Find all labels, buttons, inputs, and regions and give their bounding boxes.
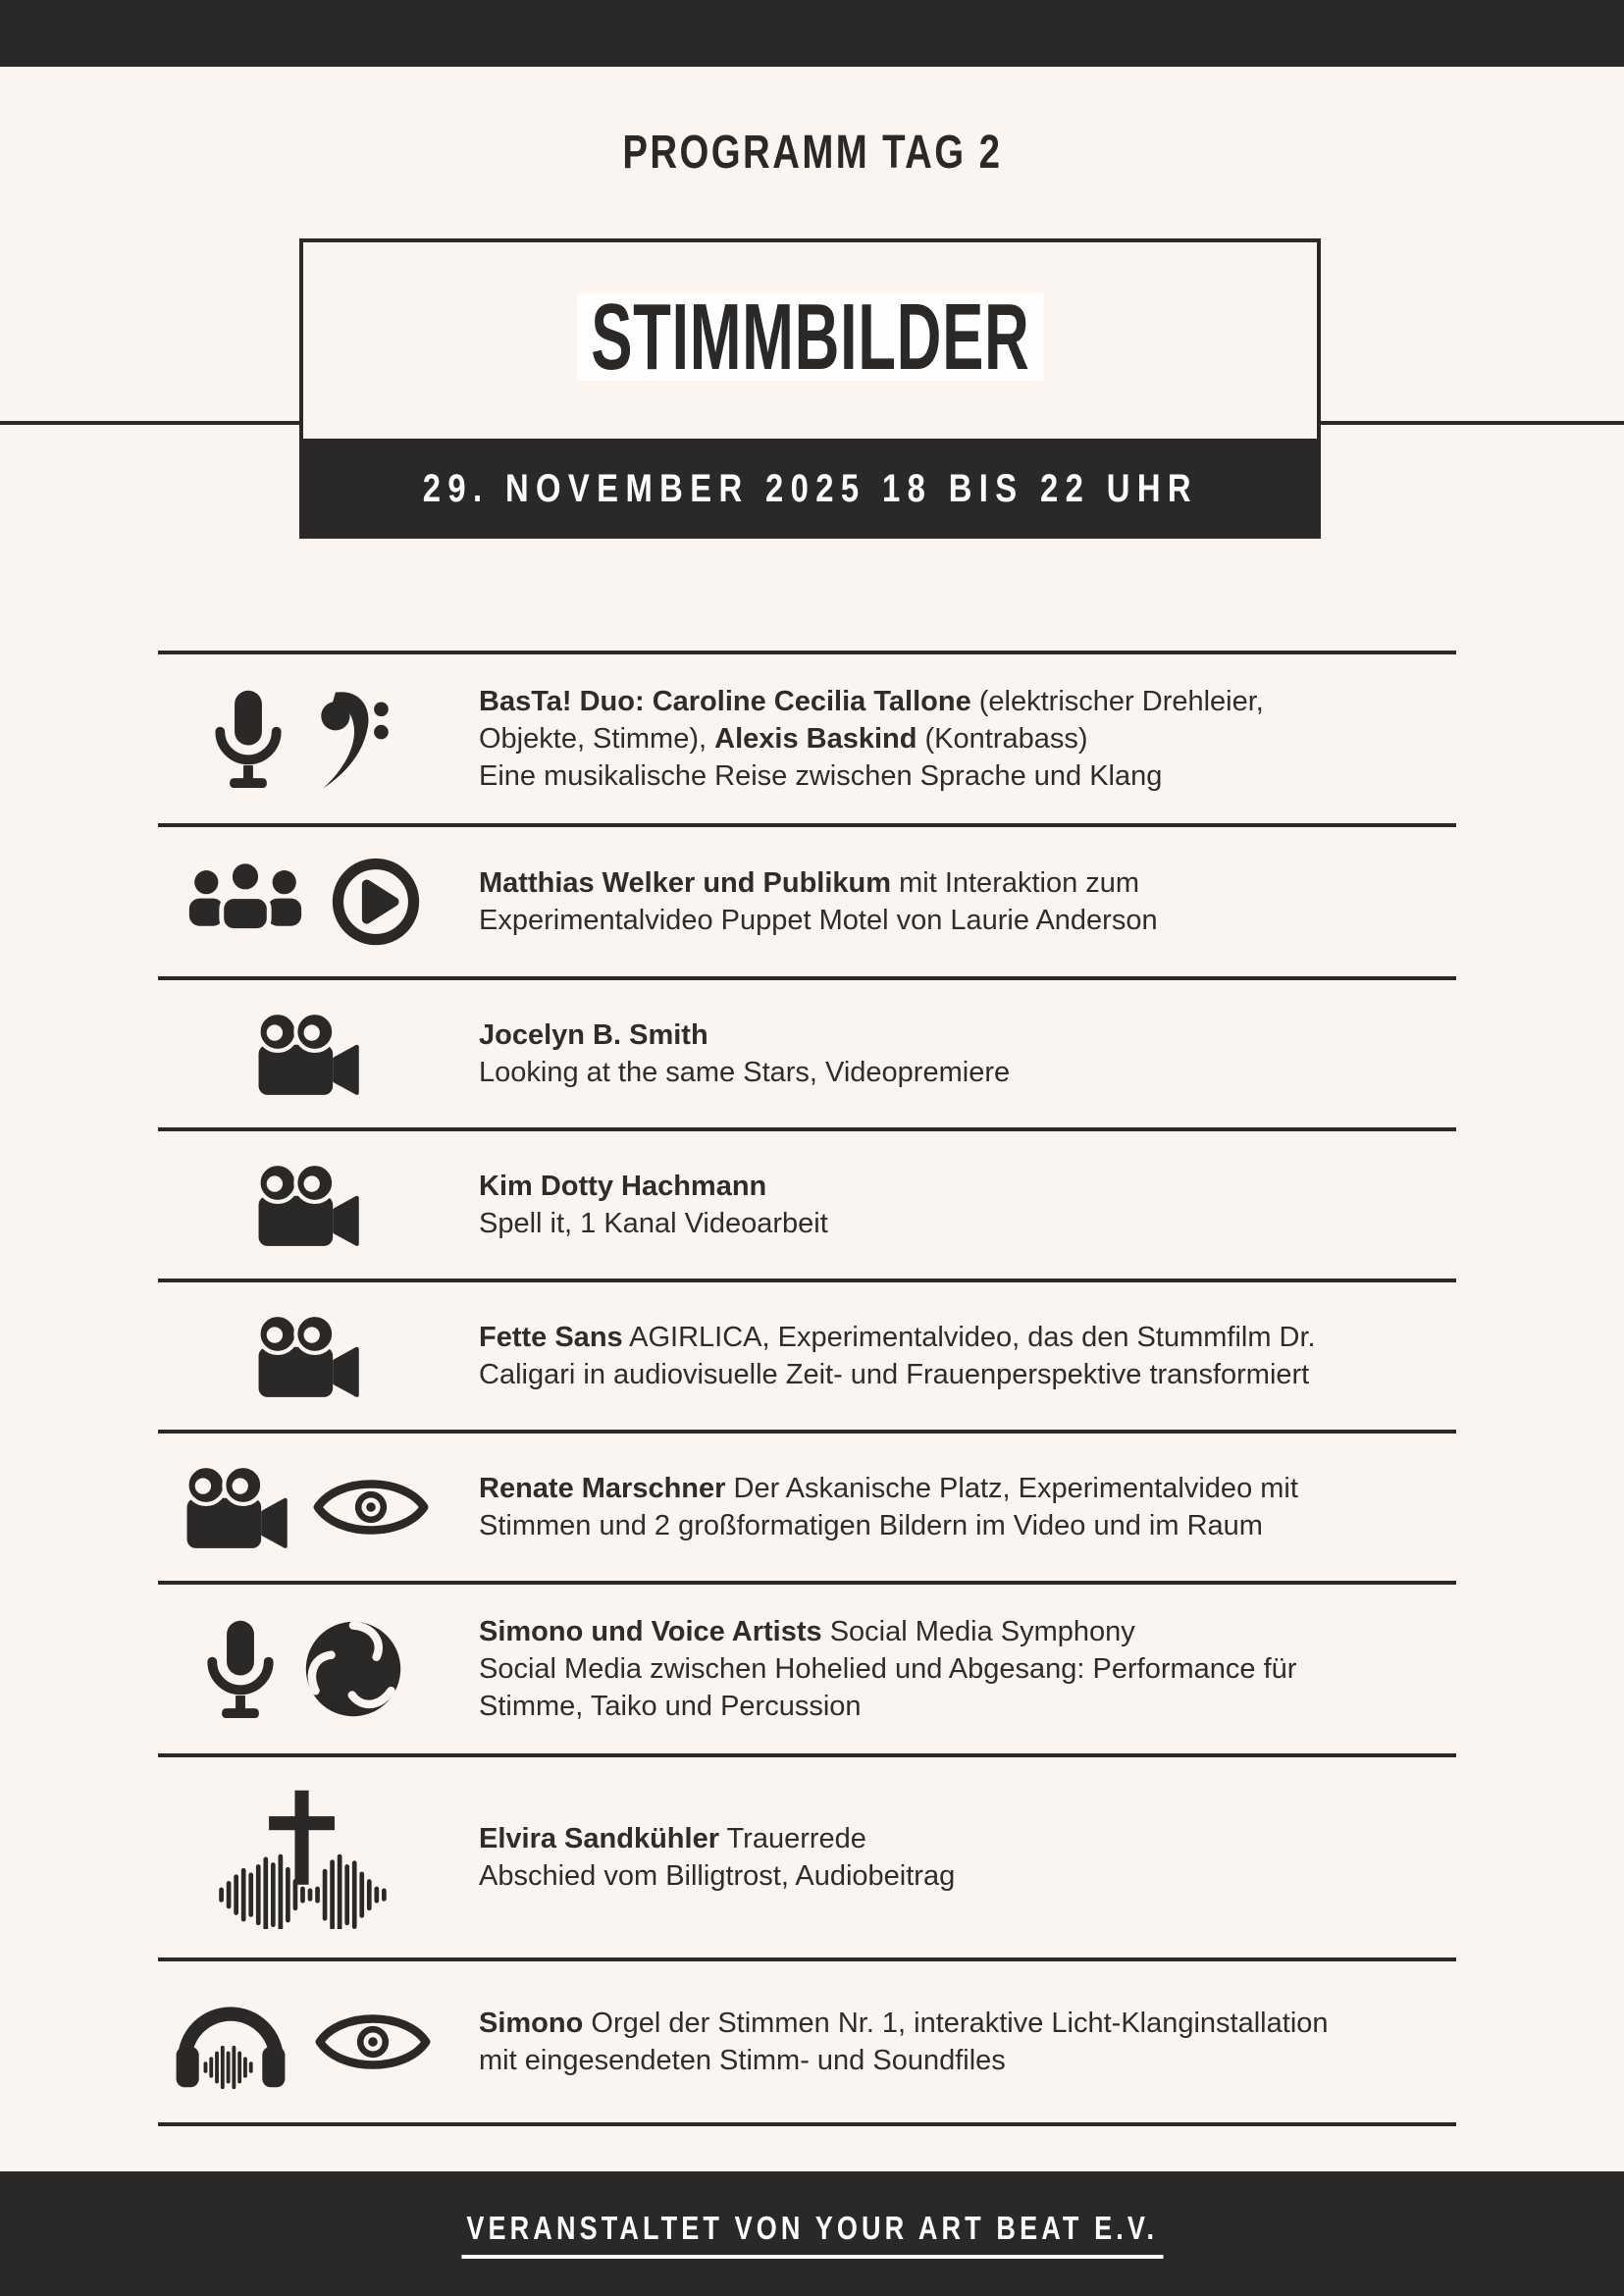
bass-clef-icon [310, 684, 396, 794]
program-row [158, 823, 1456, 976]
program-text-line: Kim Dotty Hachmann [479, 1171, 767, 1202]
program-text-line: Simono Orgel der Stimmen Nr. 1, interaktive Licht-Klanginstallation [479, 2008, 1329, 2039]
video-camera-icon [244, 1009, 360, 1099]
program-text-line: Looking at the same Stars, Videopremiere [479, 1057, 1011, 1088]
program-text-line: mit eingesendeten Stimm- und Soundfiles [479, 2045, 1006, 2076]
cross-waveform-icon [213, 1786, 392, 1929]
program-text-line: Abschied vom Billigtrost, Audiobeitrag [479, 1860, 956, 1892]
taiko-drum-icon [302, 1618, 404, 1720]
program-entry-text [479, 1168, 1456, 1242]
program-text-line: Simono und Voice Artists Social Media Symphony [479, 1616, 1135, 1647]
program-text-line: Social Media zwischen Hohelied und Abgesang: Performance für [479, 1653, 1297, 1685]
video-camera-icon [173, 1462, 288, 1552]
header [0, 126, 1624, 180]
date-text: 29. NOVEMBER 2025 18 BIS 22 UHR [422, 466, 1198, 510]
play-icon [330, 856, 422, 948]
program-entry-text [479, 1319, 1456, 1393]
footer-bar [0, 2171, 1624, 2296]
program-text-line: Caligari in audiovisuelle Zeit- und Frauenperspektive transformiert [479, 1359, 1310, 1390]
program-text-line: Renate Marschner Der Askanische Platz, Experimentalvideo mit [479, 1473, 1298, 1504]
wordmark-strip [577, 293, 1044, 381]
program-list [158, 651, 1456, 2126]
program-entry-text [479, 1613, 1456, 1725]
icon-cell [158, 1009, 479, 1099]
eye-icon [310, 1470, 432, 1544]
program-row [158, 1753, 1456, 1957]
icon-cell [158, 856, 479, 948]
date-banner [299, 439, 1321, 539]
program-entry-text [479, 864, 1456, 939]
icon-cell [158, 1990, 479, 2094]
program-text-line: Objekte, Stimme), Alexis Baskind (Kontrabass) [479, 723, 1088, 755]
program-text-line: Elvira Sandkühler Trauerrede [479, 1823, 866, 1854]
icon-cell [158, 1160, 479, 1250]
program-text-line: Eine musikalische Reise zwischen Sprache und Klang [479, 760, 1163, 792]
video-camera-icon [244, 1311, 360, 1401]
icon-cell [158, 1311, 479, 1401]
program-row [158, 1581, 1456, 1753]
program-entry-text [479, 1470, 1456, 1544]
title-box [299, 238, 1321, 538]
program-entry-text [479, 1017, 1456, 1091]
program-entry-text [479, 683, 1456, 795]
program-text-line: Matthias Welker und Publikum mit Interaktion zum [479, 867, 1140, 899]
program-entry-text [479, 2005, 1456, 2079]
program-entry-text [479, 1820, 1456, 1895]
program-text-line: Stimmen und 2 großformatigen Bildern im Video und im Raum [479, 1510, 1263, 1541]
eye-icon [312, 2005, 434, 2079]
headphones-waveform-icon [171, 1990, 290, 2094]
stimmbilder-wordmark: STIMMBILDER [590, 293, 1030, 381]
program-text-line: Fette Sans AGIRLICA, Experimentalvideo, das den Stummfilm Dr. [479, 1322, 1316, 1353]
icon-cell [158, 1786, 479, 1929]
program-text-line: Stimme, Taiko und Percussion [479, 1691, 862, 1722]
program-row [158, 1278, 1456, 1430]
program-text-line: BasTa! Duo: Caroline Cecilia Tallone (elektrischer Drehleier, [479, 686, 1264, 717]
program-row [158, 976, 1456, 1127]
top-bar [0, 0, 1624, 67]
program-text-line: Experimentalvideo Puppet Motel von Laurie Anderson [479, 905, 1158, 936]
program-text-line: Jocelyn B. Smith [479, 1019, 708, 1051]
program-row [158, 1430, 1456, 1581]
microphone-icon [208, 685, 288, 793]
video-camera-icon [244, 1160, 360, 1250]
microphone-icon [200, 1615, 281, 1723]
icon-cell [158, 684, 479, 794]
icon-cell [158, 1615, 479, 1723]
footer-link[interactable]: VERANSTALTET VON YOUR ART BEAT E.V. [461, 2210, 1163, 2259]
page-title: PROGRAMM TAG 2 [621, 127, 1003, 179]
program-text-line: Spell it, 1 Kanal Videoarbeit [479, 1208, 828, 1239]
program-row [158, 1957, 1456, 2122]
program-row [158, 1127, 1456, 1278]
audience-icon [183, 857, 308, 947]
program-row [158, 651, 1456, 823]
icon-cell [158, 1462, 479, 1552]
